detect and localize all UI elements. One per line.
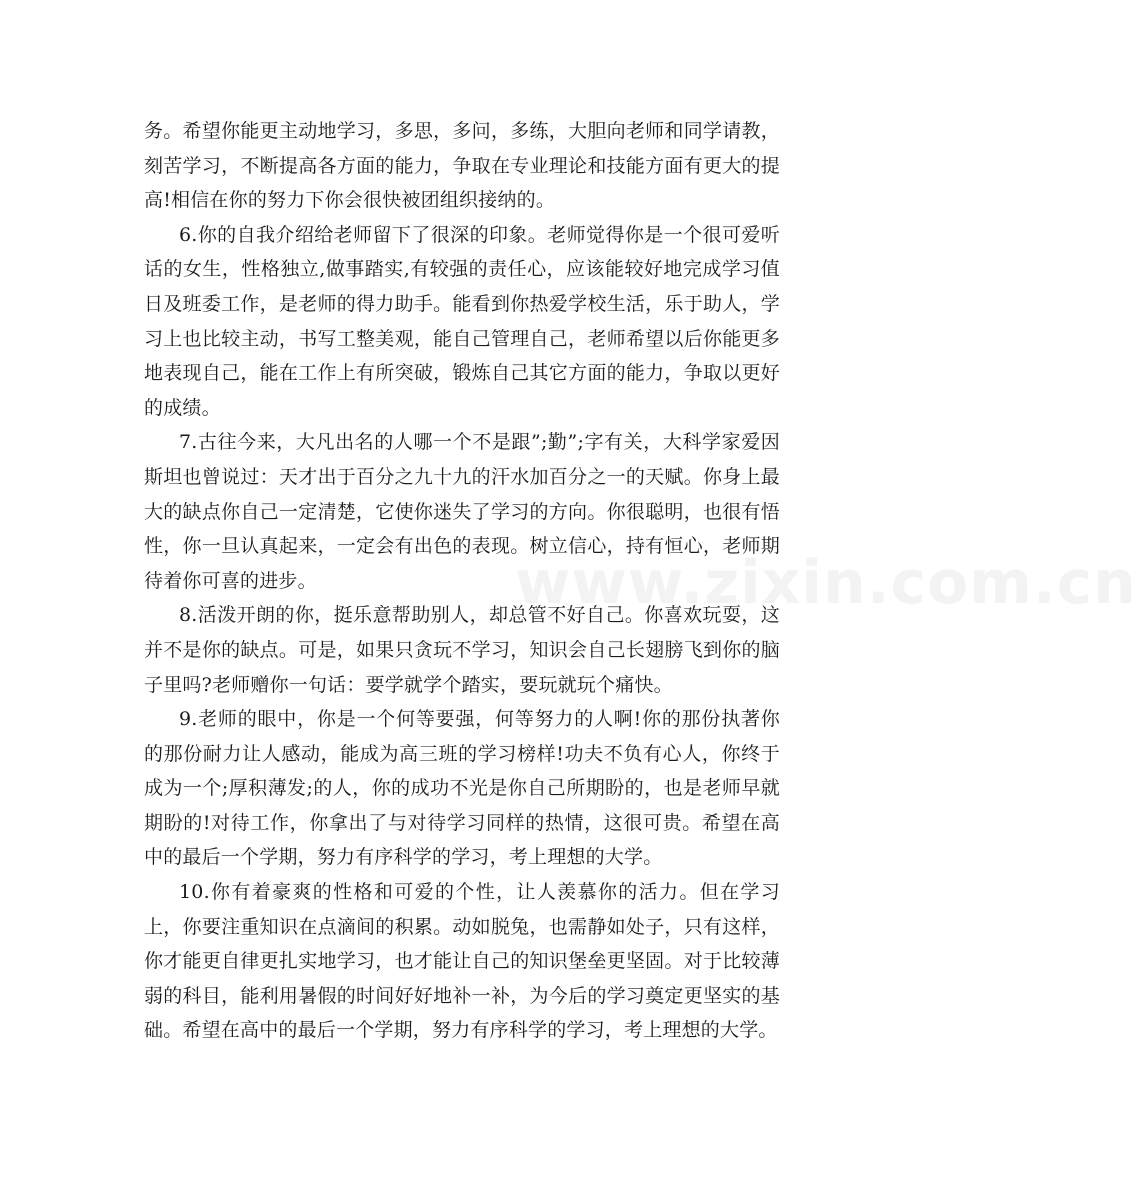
paragraph-item-7: 7.古往今来，大凡出名的人哪一个不是跟”;勤”;字有关，大科学家爱因斯坦也曾说过：天才出于百分之九十九的汗水加百分之一的天赋。你身上最大的缺点你自己一定清楚，它使你迷失了学习的方向。你很聪明，也很有悟性，你一旦认真起来，一定会有出色的表现。树立信心，持有恒心，老师期待着你可喜的进步。 [144, 431, 780, 592]
watermark: www.zixin.com.cn [515, 548, 1137, 618]
paragraph-item-9: 9.老师的眼中，你是一个何等要强，何等努力的人啊!你的那份执著你的那份耐力让人感动，能成为高三班的学习榜样!功夫不负有心人，你终于成为一个;厚积薄发;的人，你的成功不光是你自己所期盼的，也是老师早就期盼的!对待工作，你拿出了与对待学习同样的热情，这很可贵。希望在高中的最后一个学期，努力有序科学的学习，考上理想的大学。 [144, 708, 780, 869]
paragraph-item-10: 10.你有着豪爽的性格和可爱的个性，让人羡慕你的活力。但在学习上，你要注重知识在点滴间的积累。动如脱兔，也需静如处子，只有这样，你才能更自律更扎实地学习，也才能让自己的知识堡垒更坚固。对于比较薄弱的科目，能利用暑假的时间好好地补一补，为今后的学习奠定更坚实的基础。希望在高中的最后一个学期，努力有序科学的学习，考上理想的大学。 [144, 881, 780, 1042]
document-body [144, 114, 780, 1048]
paragraph-item-6: 6.你的自我介绍给老师留下了很深的印象。老师觉得你是一个很可爱听话的女生，性格独立,做事踏实,有较强的责任心，应该能较好地完成学习值日及班委工作，是老师的得力助手。能看到你热爱学校生活，乐于助人，学习上也比较主动，书写工整美观，能自己管理自己，老师希望以后你能更多地表现自己，能在工作上有所突破，锻炼自己其它方面的能力，争取以更好的成绩。 [144, 223, 780, 419]
paragraph-continuation: 务。希望你能更主动地学习，多思，多问，多练，大胆向老师和同学请教，刻苦学习，不断提高各方面的能力，争取在专业理论和技能方面有更大的提高!相信在你的努力下你会很快被团组织接纳的。 [144, 120, 780, 212]
paragraph-item-8: 8.活泼开朗的你，挺乐意帮助别人，却总管不好自己。你喜欢玩耍，这并不是你的缺点。可是，如果只贪玩不学习，知识会自己长翅膀飞到你的脑子里吗?老师赠你一句话：要学就学个踏实，要玩就玩个痛快。 [144, 604, 780, 696]
